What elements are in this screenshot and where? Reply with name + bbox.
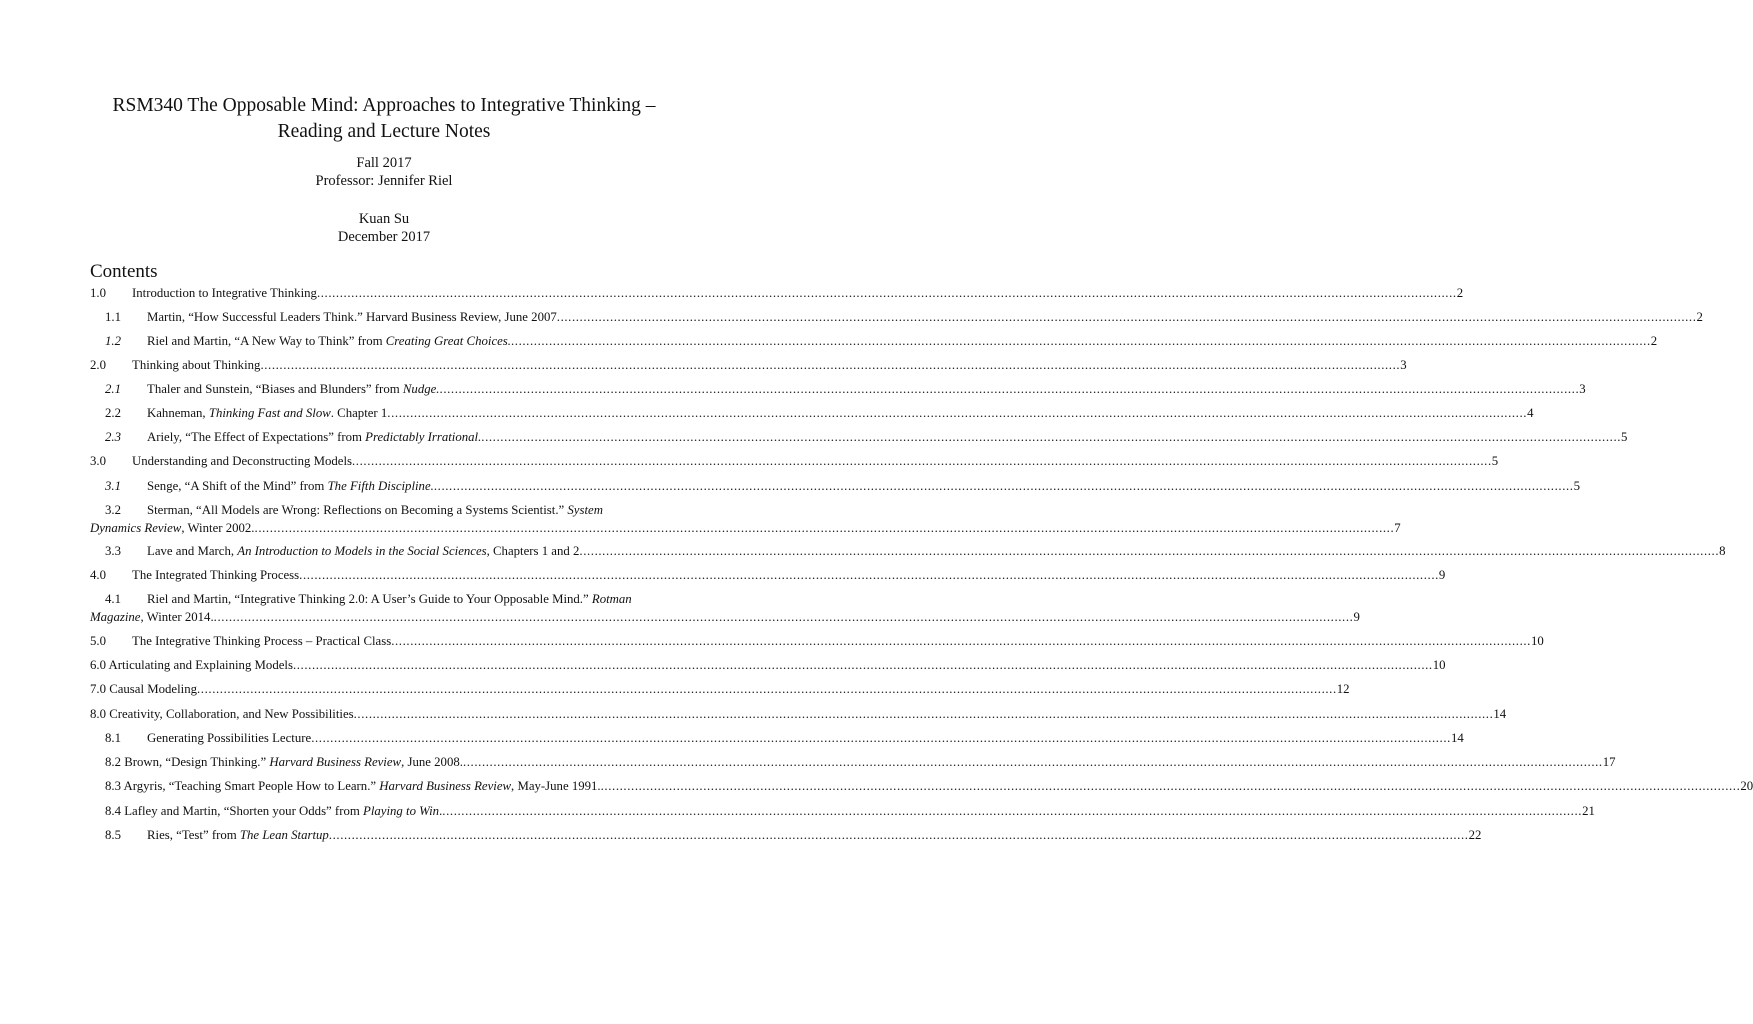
toc-entry-italic-title: The Fifth Discipline. <box>327 479 434 493</box>
toc-entry-italic-title: Dynamics Review <box>90 521 182 535</box>
toc-entry-title <box>90 681 197 698</box>
toc-entry[interactable] <box>105 405 1534 422</box>
toc-entry-italic-title: Magazine <box>90 610 141 624</box>
toc-entry-italic-title: Nudge. <box>402 382 440 396</box>
toc-entry-title <box>132 453 352 470</box>
toc-leader-dots: ............................................................................................................................................................................................................................................................................................................ <box>439 382 1580 396</box>
toc-entry-title <box>147 309 557 326</box>
toc-entry-number: 1.2 <box>105 334 121 348</box>
toc-leader-dots: ............................................................................................................................................................................................................................................................................................................ <box>328 828 1469 842</box>
toc-page-number: 4 <box>1527 406 1534 420</box>
document-title <box>60 93 708 145</box>
toc-entry-text: , May-June 1991. <box>511 779 601 793</box>
toc-entry-title <box>147 405 387 422</box>
toc-page-number: 17 <box>1602 755 1616 769</box>
toc-entry-text: , Winter 2014. <box>140 610 214 624</box>
toc-entry-text: Senge, “A Shift of the Mind” from <box>147 479 328 493</box>
toc-leader-dots: ............................................................................................................................................................................................................................................................................................................ <box>311 731 1451 745</box>
toc-entry-title <box>147 429 481 446</box>
title-line-2: Reading and Lecture Notes <box>277 121 491 142</box>
toc-entry-title <box>147 827 329 844</box>
toc-page-number: 14 <box>1493 707 1507 721</box>
toc-page-number: 5 <box>1621 430 1628 444</box>
toc-entry[interactable] <box>105 730 1464 747</box>
toc-leader-dots: ............................................................................................................................................................................................................................................................................................................ <box>299 568 1439 582</box>
toc-entry[interactable] <box>90 591 1360 626</box>
toc-leader-dots: ............................................................................................................................................................................................................................................................................................................ <box>481 430 1622 444</box>
toc-leader-dots: ............................................................................................................................................................................................................................................................................................................ <box>391 634 1531 648</box>
toc-entry-number: 3.3 <box>105 544 121 558</box>
toc-entry-number: 5.0 <box>90 634 106 648</box>
toc-entry-number: 3.1 <box>105 479 121 493</box>
toc-entry-number: 8.5 <box>105 828 121 842</box>
toc-leader-dots: ............................................................................................................................................................................................................................................................................................................ <box>316 286 1457 300</box>
toc-entry-text: 7.0 Causal Modeling <box>90 682 197 696</box>
toc-page-number: 7 <box>1394 521 1401 535</box>
toc-page-number: 22 <box>1468 828 1482 842</box>
toc-page-number: 14 <box>1450 731 1464 745</box>
toc-entry-text: 8.3 Argyris, “Teaching Smart People How to Learn.” <box>105 779 380 793</box>
toc-entry[interactable] <box>105 381 1586 398</box>
toc-entry-title <box>147 478 434 495</box>
toc-entry-text: Thaler and Sunstein, “Biases and Blunders” from <box>147 382 403 396</box>
toc-page-number: 8 <box>1719 544 1726 558</box>
toc-entry-number: 3.0 <box>90 454 106 468</box>
toc-leader-dots: ............................................................................................................................................................................................................................................................................................................ <box>254 521 1395 535</box>
author: Kuan Su <box>358 211 410 227</box>
toc-entry-text: Ries, “Test” from <box>147 828 240 842</box>
toc-entry-title <box>132 357 260 374</box>
toc-entry-text: Understanding and Deconstructing Models <box>132 454 352 468</box>
toc-leader-dots: ............................................................................................................................................................................................................................................................................................................ <box>600 779 1741 793</box>
toc-entry[interactable] <box>105 827 1482 844</box>
toc-entry-number: 1.0 <box>90 286 106 300</box>
toc-entry-italic-title: Harvard Business Review <box>269 755 402 769</box>
toc-entry-title <box>105 778 601 795</box>
toc-entry[interactable] <box>90 502 1401 537</box>
toc-page-number: 21 <box>1582 804 1595 818</box>
toc-entry-text: The Integrative Thinking Process – Practical Class <box>132 634 392 648</box>
toc-entry-title <box>147 591 632 608</box>
toc-entry-number: 1.1 <box>105 310 121 324</box>
toc-entry[interactable] <box>105 778 1753 795</box>
toc-entry-text: Sterman, “All Models are Wrong: Reflections on Becoming a Systems Scientist.” <box>147 503 568 517</box>
toc-entry-title <box>132 633 391 650</box>
toc-entry[interactable] <box>90 567 1446 584</box>
toc-entry[interactable] <box>90 357 1407 374</box>
toc-entry-text: Ariely, “The Effect of Expectations” from <box>147 430 366 444</box>
toc-entry-title <box>90 706 354 723</box>
toc-entry-title <box>147 730 311 747</box>
toc-entry-text: , Chapters 1 and 2 <box>486 544 580 558</box>
toc-entry-text: . Chapter 1 <box>330 406 388 420</box>
toc-entry-number: 2.3 <box>105 430 121 444</box>
toc-entry-text: . <box>439 804 443 818</box>
toc-page-number: 2 <box>1696 310 1703 324</box>
toc-entry-text: 8.2 Brown, “Design Thinking.” <box>105 755 270 769</box>
toc-entry-number: 2.0 <box>90 358 106 372</box>
toc-entry-text: Kahneman, <box>147 406 209 420</box>
toc-entry-text: Thinking about Thinking <box>132 358 261 372</box>
toc-entry-text: 8.0 Creativity, Collaboration, and New Possibilities <box>90 707 354 721</box>
toc-page-number: 2 <box>1456 286 1464 300</box>
toc-entry-title <box>90 657 293 674</box>
toc-page-number: 5 <box>1573 479 1581 493</box>
toc-entry-italic-title: The Lean Startup <box>239 828 329 842</box>
toc-entry-text: , June 2008. <box>401 755 463 769</box>
toc-entry-text: Lave and March, <box>147 544 238 558</box>
toc-page-number: 10 <box>1530 634 1544 648</box>
toc-entry-title <box>132 285 317 302</box>
date: December 2017 <box>337 229 431 245</box>
toc-entry[interactable] <box>90 633 1544 650</box>
toc-entry-text: 6.0 Articulating and Explaining Models <box>90 658 293 672</box>
toc-entry[interactable] <box>90 657 1446 674</box>
toc-page-number: 3 <box>1579 382 1586 396</box>
toc-entry-text: Introduction to Integrative Thinking <box>132 286 317 300</box>
toc-entry-italic-title: Rotman <box>591 592 632 606</box>
toc-leader-dots: ............................................................................................................................................................................................................................................................................................................ <box>352 454 1492 468</box>
toc-page-number: 3 <box>1400 358 1407 372</box>
toc-leader-dots: ............................................................................................................................................................................................................................................................................................................ <box>579 544 1720 558</box>
toc-entry[interactable] <box>90 681 1350 698</box>
toc-entry-number: 8.1 <box>105 731 121 745</box>
toc-page-number: 2 <box>1650 334 1658 348</box>
toc-entry-text: The Integrated Thinking Process <box>132 568 300 582</box>
toc-entry-title <box>147 543 579 560</box>
toc-entry-title-continued <box>90 520 255 537</box>
toc-leader-dots: ............................................................................................................................................................................................................................................................................................................ <box>260 358 1401 372</box>
toc-entry-number: 3.2 <box>105 503 121 517</box>
toc-entry[interactable] <box>90 453 1499 470</box>
toc-entry-title <box>147 333 511 350</box>
toc-entry[interactable] <box>90 285 1464 302</box>
course-info <box>60 154 708 190</box>
toc-entry-title <box>105 803 442 820</box>
toc-entry-text: , Winter 2002. <box>181 521 255 535</box>
toc-entry-number: 2.2 <box>105 406 121 420</box>
toc-entry-italic-title: Thinking Fast and Slow <box>208 406 331 420</box>
toc-entry-title <box>147 381 440 398</box>
toc-entry-text: Riel and Martin, “Integrative Thinking 2.0: A User’s Guide to Your Opposable Mind.” <box>147 592 592 606</box>
professor: Professor: Jennifer Riel <box>315 173 453 189</box>
toc-entry-number: 4.1 <box>105 592 121 606</box>
toc-leader-dots: ............................................................................................................................................................................................................................................................................................................ <box>213 610 1354 624</box>
toc-page-number: 9 <box>1353 610 1360 624</box>
toc-leader-dots: ............................................................................................................................................................................................................................................................................................................ <box>433 479 1574 493</box>
title-line-1: RSM340 The Opposable Mind: Approaches to Integrative Thinking – <box>112 95 656 116</box>
toc-page-number: 20 <box>1740 779 1753 793</box>
toc-entry-italic-title: Harvard Business Review <box>379 779 512 793</box>
toc-page-number: 9 <box>1438 568 1446 582</box>
toc-page-number: 10 <box>1432 658 1446 672</box>
toc-entry-text: Martin, “How Successful Leaders Think.” Harvard Business Review, June 2007 <box>147 310 557 324</box>
toc-entry[interactable] <box>90 706 1507 723</box>
toc-entry[interactable] <box>105 543 1726 560</box>
term: Fall 2017 <box>356 155 412 171</box>
toc-page-number: 12 <box>1336 682 1350 696</box>
toc-entry-italic-title: Creating Great Choices. <box>385 334 511 348</box>
toc-entry-text: Riel and Martin, “A New Way to Think” from <box>147 334 386 348</box>
toc-entry-italic-title: System <box>567 503 603 517</box>
contents-heading: Contents <box>90 261 158 282</box>
toc-leader-dots: ............................................................................................................................................................................................................................................................................................................ <box>387 406 1528 420</box>
toc-leader-dots: ............................................................................................................................................................................................................................................................................................................ <box>462 755 1603 769</box>
toc-entry[interactable] <box>105 333 1658 350</box>
toc-entry-title <box>105 754 463 771</box>
toc-entry-title <box>147 502 603 519</box>
toc-leader-dots: ............................................................................................................................................................................................................................................................................................................ <box>353 707 1494 721</box>
toc-entry-italic-title: An Introduction to Models in the Social Sciences <box>237 544 487 558</box>
toc-entry[interactable] <box>105 754 1616 771</box>
toc-entry[interactable] <box>105 429 1628 446</box>
toc-leader-dots: ............................................................................................................................................................................................................................................................................................................ <box>442 804 1583 818</box>
toc-entry[interactable] <box>105 309 1703 326</box>
toc-entry-text: 8.4 Lafley and Martin, “Shorten your Odds” from <box>105 804 364 818</box>
toc-entry-title-continued <box>90 609 214 626</box>
toc-entry[interactable] <box>105 478 1581 495</box>
toc-entry-number: 2.1 <box>105 382 121 396</box>
toc-page-number: 5 <box>1491 454 1499 468</box>
toc-entry[interactable] <box>105 803 1595 820</box>
toc-leader-dots: ............................................................................................................................................................................................................................................................................................................ <box>197 682 1337 696</box>
toc-leader-dots: ............................................................................................................................................................................................................................................................................................................ <box>556 310 1697 324</box>
toc-entry-italic-title: Playing to Win <box>363 804 440 818</box>
toc-entry-text: Generating Possibilities Lecture <box>147 731 312 745</box>
author-info <box>60 210 708 246</box>
toc-leader-dots: ............................................................................................................................................................................................................................................................................................................ <box>292 658 1433 672</box>
toc-entry-number: 4.0 <box>90 568 106 582</box>
toc-entry-italic-title: Predictably Irrational. <box>365 430 482 444</box>
toc-leader-dots: ............................................................................................................................................................................................................................................................................................................ <box>510 334 1651 348</box>
toc-entry-title <box>132 567 299 584</box>
